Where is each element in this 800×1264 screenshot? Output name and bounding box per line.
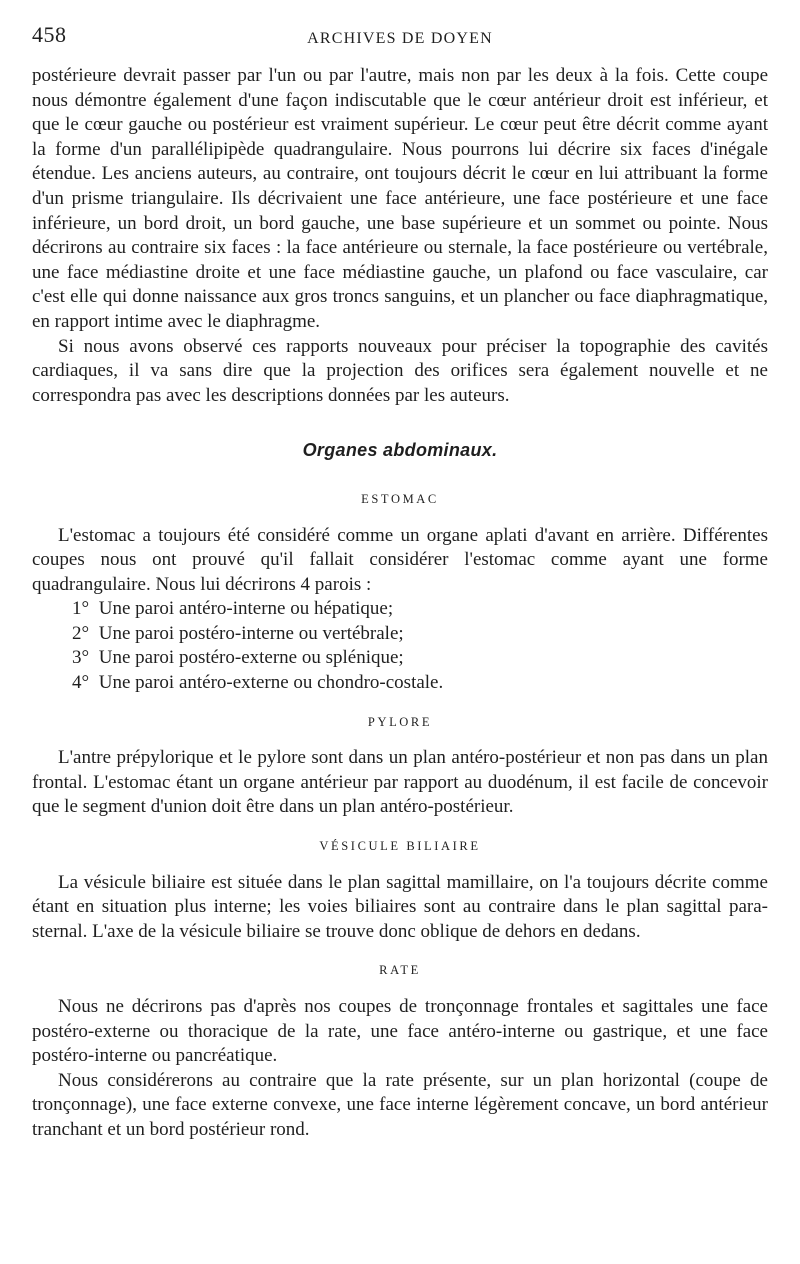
heart-paragraph: postérieure devrait passer par l'un ou par l'autre, mais non par les deux à la fois. Cette coupe nous démontre également d'une façon indiscutable que le cœur antérieur droit est inférieur, et que le cœur gauche ou postérieur est vraiment supérieur. Le cœur peut être décrit comme ayant la forme d'un parallélipipède quadrangulaire. Nous pourrons lui décrire six faces d'inégale étendue. Les anciens auteurs, au contraire, ont toujours décrit le cœur en lui attribuant la forme d'un prisme triangulaire. Ils décrivaient une face antérieure, une face postérieure et une face inférieure, un bord droit, un bord gauche, une base supérieure et un sommet ou pointe. Nous décrirons au contraire six faces : la face antérieure ou sternale, la face postérieure ou vertébrale, une face médiastine droite et une face médiastine gauche, un plafond ou face vasculaire, car c'est elle qui donne naissance aux gros troncs sanguins, et un plancher ou face diaphragmatique, en rapport intime avec le diaphragme.	[32, 65, 768, 332]
running-head	[32, 22, 768, 52]
list-item-number: 3°	[72, 647, 90, 669]
list-item-text: Une paroi antéro-interne ou hépatique;	[98, 598, 394, 620]
list-item	[32, 671, 768, 696]
section-title: Organes abdominaux.	[302, 440, 498, 461]
estomac-intro: L'estomac a toujours été considéré comme un organe aplati d'avant en arrière. Différentes coupes nous ont prouvé qu'il fallait considérer l'estomac comme ayant une forme quadrangulaire. Nous lui décrirons 4 parois :	[32, 524, 768, 595]
body-text	[32, 64, 768, 1143]
page-number: 458	[32, 22, 67, 47]
list-item-text: Une paroi postéro-interne ou vertébrale;	[98, 622, 404, 644]
list-item-text: Une paroi postéro-externe ou splénique;	[98, 647, 404, 669]
list-item-number: 4°	[72, 672, 90, 694]
pylore-heading: PYLORE	[367, 714, 433, 729]
rate-paragraph-2: Nous considérerons au contraire que la rate présente, sur un plan horizontal (coupe de tronçonnage), une face externe convexe, une face interne légèrement concave, un bord antérieur tranchant et un bord postérieur rond.	[32, 1069, 768, 1140]
vesicule-paragraph: La vésicule biliaire est située dans le plan sagittal mamillaire, on l'a toujours décrite comme étant en situation plus interne; les voies biliaires sont au contraire dans le plan sagittal para-sternal. L'axe de la vésicule biliaire se trouve donc oblique de dehors en dedans.	[32, 871, 768, 942]
list-item	[32, 597, 768, 622]
list-item	[32, 622, 768, 647]
list-item	[32, 646, 768, 671]
list-item-text: Une paroi antéro-externe ou chondro-costale.	[98, 672, 444, 694]
list-item-number: 1°	[72, 598, 90, 620]
rate-heading: RATE	[379, 963, 421, 978]
rate-paragraph-1: Nous ne décrirons pas d'après nos coupes de tronçonnage frontales et sagittales une face postéro-externe ou thoracique de la rate, une face antéro-interne ou gastrique, et une face postéro-interne ou pancréatique.	[32, 996, 768, 1067]
estomac-heading: ESTOMAC	[361, 491, 439, 506]
list-item-number: 2°	[72, 622, 90, 644]
pylore-paragraph: L'antre prépylorique et le pylore sont dans un plan antéro-postérieur et non pas dans un plan frontal. L'estomac étant un organe antérieur par rapport au duodénum, il est facile de concevoir que le segment d'union doit être dans un plan antéro-postérieur.	[32, 747, 768, 818]
estomac-walls-list	[32, 597, 768, 695]
vesicule-heading: VÉSICULE BILIAIRE	[319, 839, 481, 854]
running-title: ARCHIVES DE DOYEN	[307, 30, 493, 47]
cardiac-cavities-paragraph: Si nous avons observé ces rapports nouveaux pour préciser la topographie des cavités cardiaques, il va sans dire que la projection des orifices sera également nouvelle et ne correspondra pas avec les descriptions données par les auteurs.	[32, 335, 768, 406]
